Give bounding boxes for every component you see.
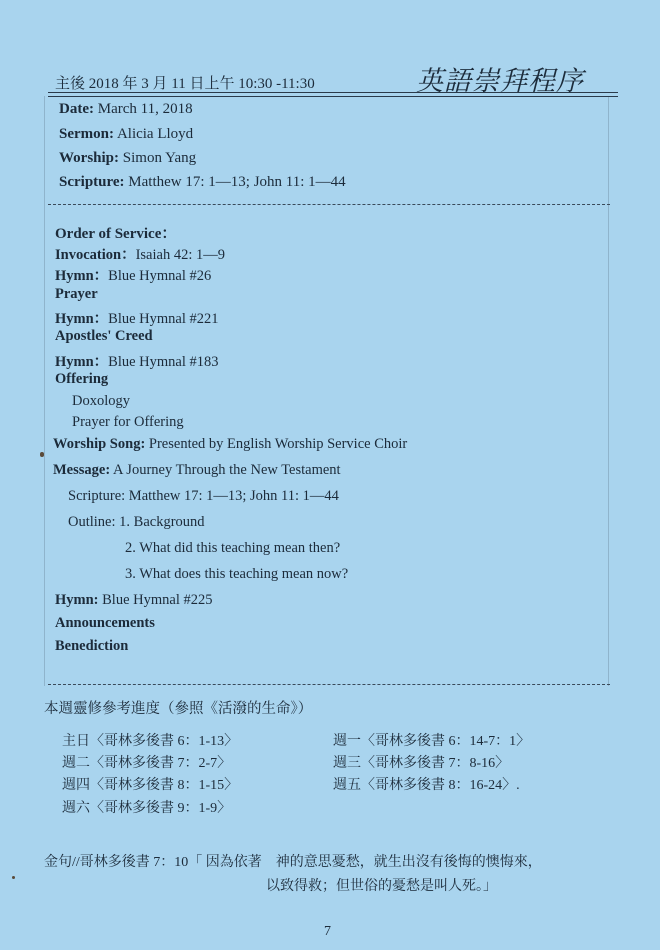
hymn-1-value: Blue Hymnal #26: [108, 268, 212, 284]
message-value: A Journey Through the New Testament: [113, 462, 341, 478]
paper-speck: [12, 876, 15, 879]
order-hymn-4: [55, 592, 212, 609]
section-divider-1: [48, 204, 610, 205]
service-date-time: 主後 2018 年 3 月 11 日上午 10:30 -11:30: [55, 76, 315, 92]
golden-verse-line-1: 金句//哥林多後書 7：10「 因為依著 神的意思憂愁，就生出沒有後悔的懊悔來，: [44, 855, 542, 870]
page-title: 英語崇拜程序: [416, 66, 584, 96]
invocation-label: Invocation：: [55, 247, 136, 263]
order-hymn-1: [55, 264, 211, 285]
header-rule-thin: [48, 96, 618, 97]
devotion-left-4: 週六〈哥林多後書 9：1-9〉: [62, 801, 232, 816]
golden-verse-line-2: 以致得救；但世俗的憂愁是叫人死。」: [266, 879, 497, 894]
info-worship-label: Worship:: [59, 150, 120, 166]
hymn-1-label: Hymn：: [55, 268, 109, 284]
order-creed: Apostles' Creed: [55, 328, 153, 344]
info-date-label: Date:: [59, 101, 94, 117]
order-worship-song: [53, 436, 407, 453]
info-worship-value: Simon Yang: [122, 150, 197, 166]
order-prayer-offering: Prayer for Offering: [72, 414, 184, 430]
info-worship: [59, 150, 196, 167]
section-divider-2: [48, 684, 610, 685]
order-hymn-2: [55, 307, 219, 328]
devotion-right-1: 週一〈哥林多後書 6：14-7：1〉: [333, 734, 531, 749]
devotion-right-2: 週三〈哥林多後書 7：8-16〉: [333, 756, 510, 771]
hymn-4-value: Blue Hymnal #225: [102, 592, 213, 608]
devotion-left-3: 週四〈哥林多後書 8：1-15〉: [62, 778, 239, 793]
order-prayer: Prayer: [55, 286, 98, 302]
worship-song-value: Presented by English Worship Service Choir: [148, 436, 408, 452]
page-number: 7: [324, 924, 331, 939]
outline-item-1: Outline: 1. Background: [68, 514, 205, 530]
info-scripture: [59, 174, 346, 191]
outline-item-3: 3. What does this teaching mean now?: [125, 566, 349, 582]
order-benediction: Benediction: [55, 638, 129, 654]
order-message: [53, 462, 341, 479]
order-invocation: [55, 243, 225, 264]
ink-speck: [40, 452, 44, 457]
outline-item-2: 2. What did this teaching mean then?: [125, 540, 341, 556]
info-sermon: [59, 126, 193, 143]
devotion-left-1: 主日〈哥林多後書 6：1-13〉: [62, 734, 239, 749]
order-offering: Offering: [55, 371, 109, 387]
order-announcements: Announcements: [55, 615, 155, 631]
info-sermon-label: Sermon:: [59, 126, 114, 142]
order-heading: Order of Service：: [55, 226, 177, 242]
info-date-value: March 11, 2018: [97, 101, 193, 117]
order-hymn-3: [55, 350, 219, 371]
info-scripture-label: Scripture:: [59, 174, 125, 190]
worship-song-label: Worship Song:: [53, 436, 146, 452]
hymn-4-label: Hymn:: [55, 592, 99, 608]
hymn-2-label: Hymn：: [55, 311, 109, 327]
hymn-3-label: Hymn：: [55, 354, 109, 370]
info-scripture-value: Matthew 17: 1—13; John 11: 1—44: [128, 174, 346, 190]
message-scripture: Scripture: Matthew 17: 1—13; John 11: 1—44: [68, 488, 339, 504]
devotion-left-2: 週二〈哥林多後書 7：2-7〉: [62, 756, 232, 771]
info-sermon-value: Alicia Lloyd: [116, 126, 194, 142]
invocation-value: Isaiah 42: 1—9: [135, 247, 225, 263]
fold-line-left: [44, 96, 45, 686]
info-date: [59, 101, 193, 118]
devotion-heading: 本週靈修參考進度（參照《活潑的生命》）: [44, 701, 313, 717]
hymn-2-value: Blue Hymnal #221: [108, 311, 219, 327]
fold-line-right: [608, 96, 609, 686]
order-doxology: Doxology: [72, 393, 130, 409]
message-label: Message:: [53, 462, 111, 478]
header-rule: [48, 92, 618, 93]
devotion-right-3: 週五〈哥林多後書 8：16-24〉.: [333, 778, 520, 793]
hymn-3-value: Blue Hymnal #183: [108, 354, 219, 370]
